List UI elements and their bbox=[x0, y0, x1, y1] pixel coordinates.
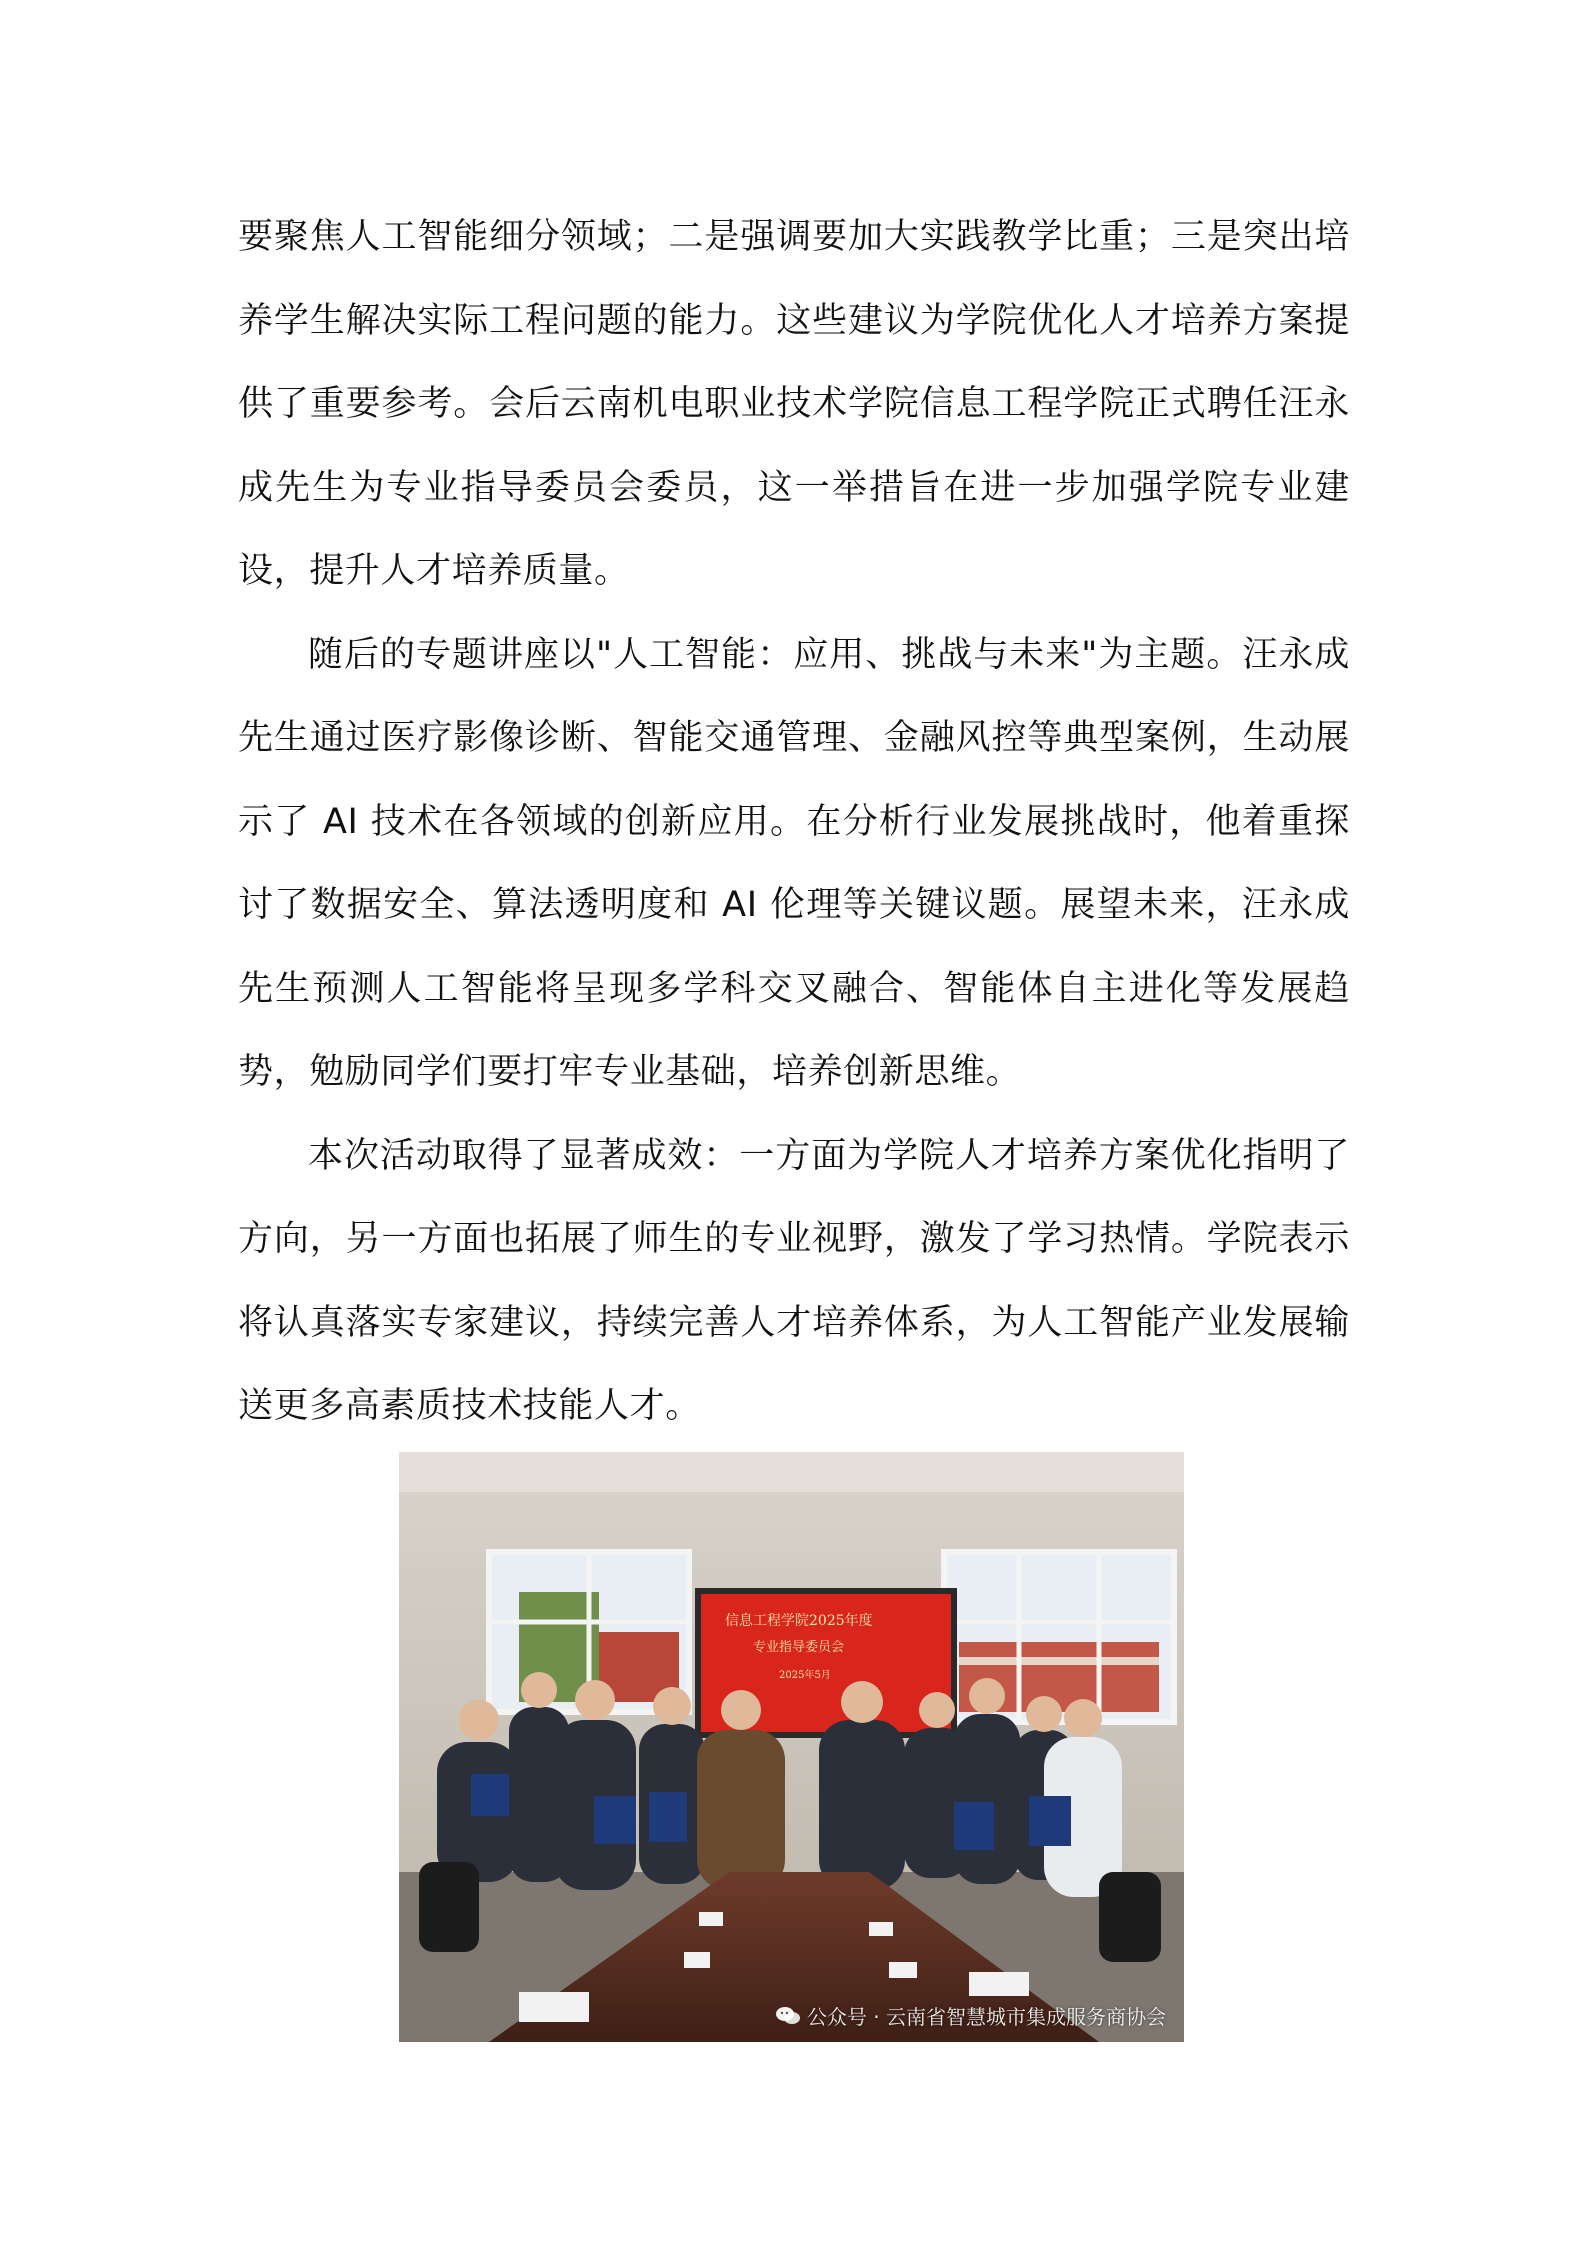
screen-date: 2025年5月 bbox=[779, 1670, 831, 1681]
paragraph-1: 要聚焦人工智能细分领域；二是强调要加大实践教学比重；三是突出培养学生解决实际工程问题的能力。这些建议为学院优化人才培养方案提供了重要参考。会后云南机电职业技术学院信息工程学院正式聘任汪永成先生为专业指导委员会委员，这一举措旨在进一步加强学院专业建设，提升人才培养质量。 bbox=[238, 217, 1350, 591]
group-photo-illustration bbox=[399, 1452, 1184, 2042]
screen-subtitle: 专业指导委员会 bbox=[753, 1640, 845, 1655]
paragraph-2: 随后的专题讲座以"人工智能：应用、挑战与未来"为主题。汪永成先生通过医疗影像诊断、智能交通管理、金融风控等典型案例，生动展示了 AI 技术在各领域的创新应用。在分析行业发展挑战时，他着重探讨了数据安全、算法透明度和 AI 伦理等关键议题。展望未来，汪永成先生预测人工智能将呈现多学科交叉融合、智能体自主进化等发展趋势，勉励同学们要打牢专业基础，培养创新思维。 bbox=[238, 634, 1350, 1092]
wechat-watermark bbox=[775, 2001, 1166, 2030]
screen-title: 信息工程学院2025年度 bbox=[725, 1613, 873, 1629]
article-body bbox=[238, 196, 1350, 1449]
wechat-icon bbox=[775, 2005, 801, 2027]
group-photo bbox=[399, 1452, 1184, 2042]
paragraph-3: 本次活动取得了显著成效：一方面为学院人才培养方案优化指明了方向，另一方面也拓展了师生的专业视野，激发了学习热情。学院表示将认真落实专家建议，持续完善人才培养体系，为人工智能产业发展输送更多高素质技术技能人才。 bbox=[238, 1135, 1350, 1426]
watermark-text: 公众号 · 云南省智慧城市集成服务商协会 bbox=[806, 2005, 1166, 2029]
